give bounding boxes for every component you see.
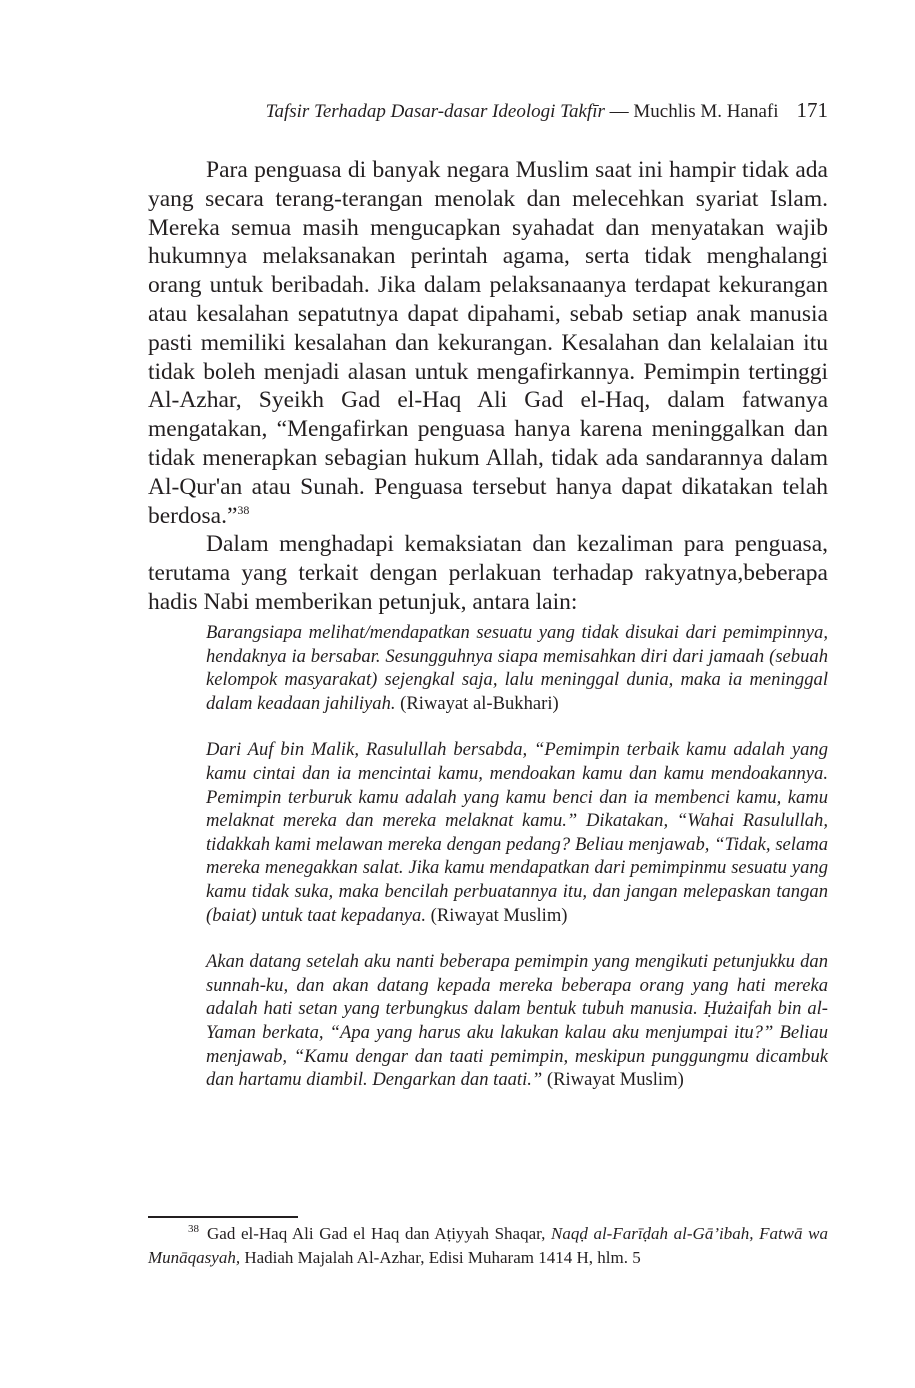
body-text (148, 156, 828, 617)
running-header (148, 98, 828, 126)
footnote-divider (148, 1216, 298, 1218)
header-author: — Muchlis M. Hanafi (604, 101, 779, 122)
footnote-ref[interactable]: 38 (237, 502, 250, 517)
footnote-text: Gad el-Haq Ali Gad el Haq dan Aṭiyyah Shaqar, (207, 1224, 551, 1243)
paragraph-text: Para penguasa di banyak negara Muslim saat ini hampir tidak ada yang secara terang-terangan menolak dan melecehkan syariat Islam. Mereka semua masih mengucapkan syahadat dan menyatakan wajib hukumnya melaksanakan perintah agama, serta tidak menghalangi orang untuk beribadah. Jika dalam pelaksanaanya terdapat kekurangan atau kesalahan sepatutnya dapat dipahami, sebab setiap anak manusia pasti memiliki kesalahan dan kekurangan. Kesalahan dan kelalaian itu tidak boleh menjadi alasan untuk mengafirkannya. Pemimpin tertinggi Al-Azhar, Syeikh Gad el-Haq Ali Gad el-Haq, dalam fatwanya mengatakan, “Mengafirkan penguasa hanya karena meninggalkan dan tidak menerapkan sebagian hukum Allah, tidak ada sandarannya dalam Al-Qur'an atau Sunah. Penguasa tersebut hanya dapat dikatakan telah berdosa.” (148, 157, 828, 529)
page-number: 171 (796, 98, 828, 122)
quote-source: (Riwayat al-Bukhari) (395, 692, 559, 714)
block-quote (206, 950, 828, 1092)
quote-text: Akan datang setelah aku nanti beberapa pemimpin yang mengikuti petunjukku dan sunnah-ku, dan akan datang kepada mereka beberapa orang yang hati mereka adalah hati setan yang terbungkus dalam bentuk tubuh manusia. Ḥużaifah bin al-Yaman berkata, “Apa yang harus aku lakukan kalau aku menjumpai itu?” Beliau menjawab, “Kamu dengar dan taati pemimpin, meskipun punggungmu dicambuk dan hartamu diambil. Dengarkan dan taati.” (206, 951, 828, 1091)
paragraph (148, 156, 828, 530)
block-quote (206, 738, 828, 927)
block-quote (206, 621, 828, 715)
paragraph (148, 530, 828, 616)
hadith-quotes (206, 621, 828, 1115)
footnote (148, 1222, 828, 1270)
quote-text: Barangsiapa melihat/mendapatkan sesuatu yang tidak disukai dari pemimpinnya, hendaknya ia bersabar. Sesungguhnya siapa memisahkan diri dari jamaah (sebuah kelompok masyarakat) sejengkal saja, lalu meninggal dunia, maka ia meninggal dalam keadaan jahiliyah. (206, 622, 828, 714)
paragraph-text: Dalam menghadapi kemaksiatan dan kezaliman para penguasa, terutama yang terkait dengan perlakuan terhadap rakyatnya,beberapa hadis Nabi memberikan petunjuk, antara lain: (148, 531, 828, 615)
footnote-title: Naqḍ al-Farīḍah al-Gā’ibah, Fatwā wa Munāqasyah, (148, 1224, 828, 1267)
footnote-text-end: Hadiah Majalah Al-Azhar, Edisi Muharam 1414 H, hlm. 5 (240, 1248, 641, 1267)
running-title: Tafsir Terhadap Dasar-dasar Ideologi Takfīr (265, 101, 605, 122)
quote-source: (Riwayat Muslim) (542, 1069, 684, 1091)
quote-source: (Riwayat Muslim) (425, 904, 568, 926)
quote-text: Dari Auf bin Malik, Rasulullah bersabda, “Pemimpin terbaik kamu adalah yang kamu cintai dan ia mencintai kamu, mendoakan kamu dan kamu mendoakannya. Pemimpin terburuk kamu adalah yang kamu benci dan ia membenci kamu, kamu melaknat mereka dan mereka melaknat kamu.” Dikatakan, “Wahai Rasulullah, tidakkah kami melawan mereka dengan pedang? Beliau menjawab, “Tidak, selama mereka menegakkan salat. Jika kamu mendapatkan dari pemimpinmu sesuatu yang kamu tidak suka, maka bencilah perbuatannya itu, dan jangan melepaskan tangan (baiat) untuk taat kepadanya. (206, 739, 828, 926)
footnote-number: 38 (188, 1223, 199, 1236)
